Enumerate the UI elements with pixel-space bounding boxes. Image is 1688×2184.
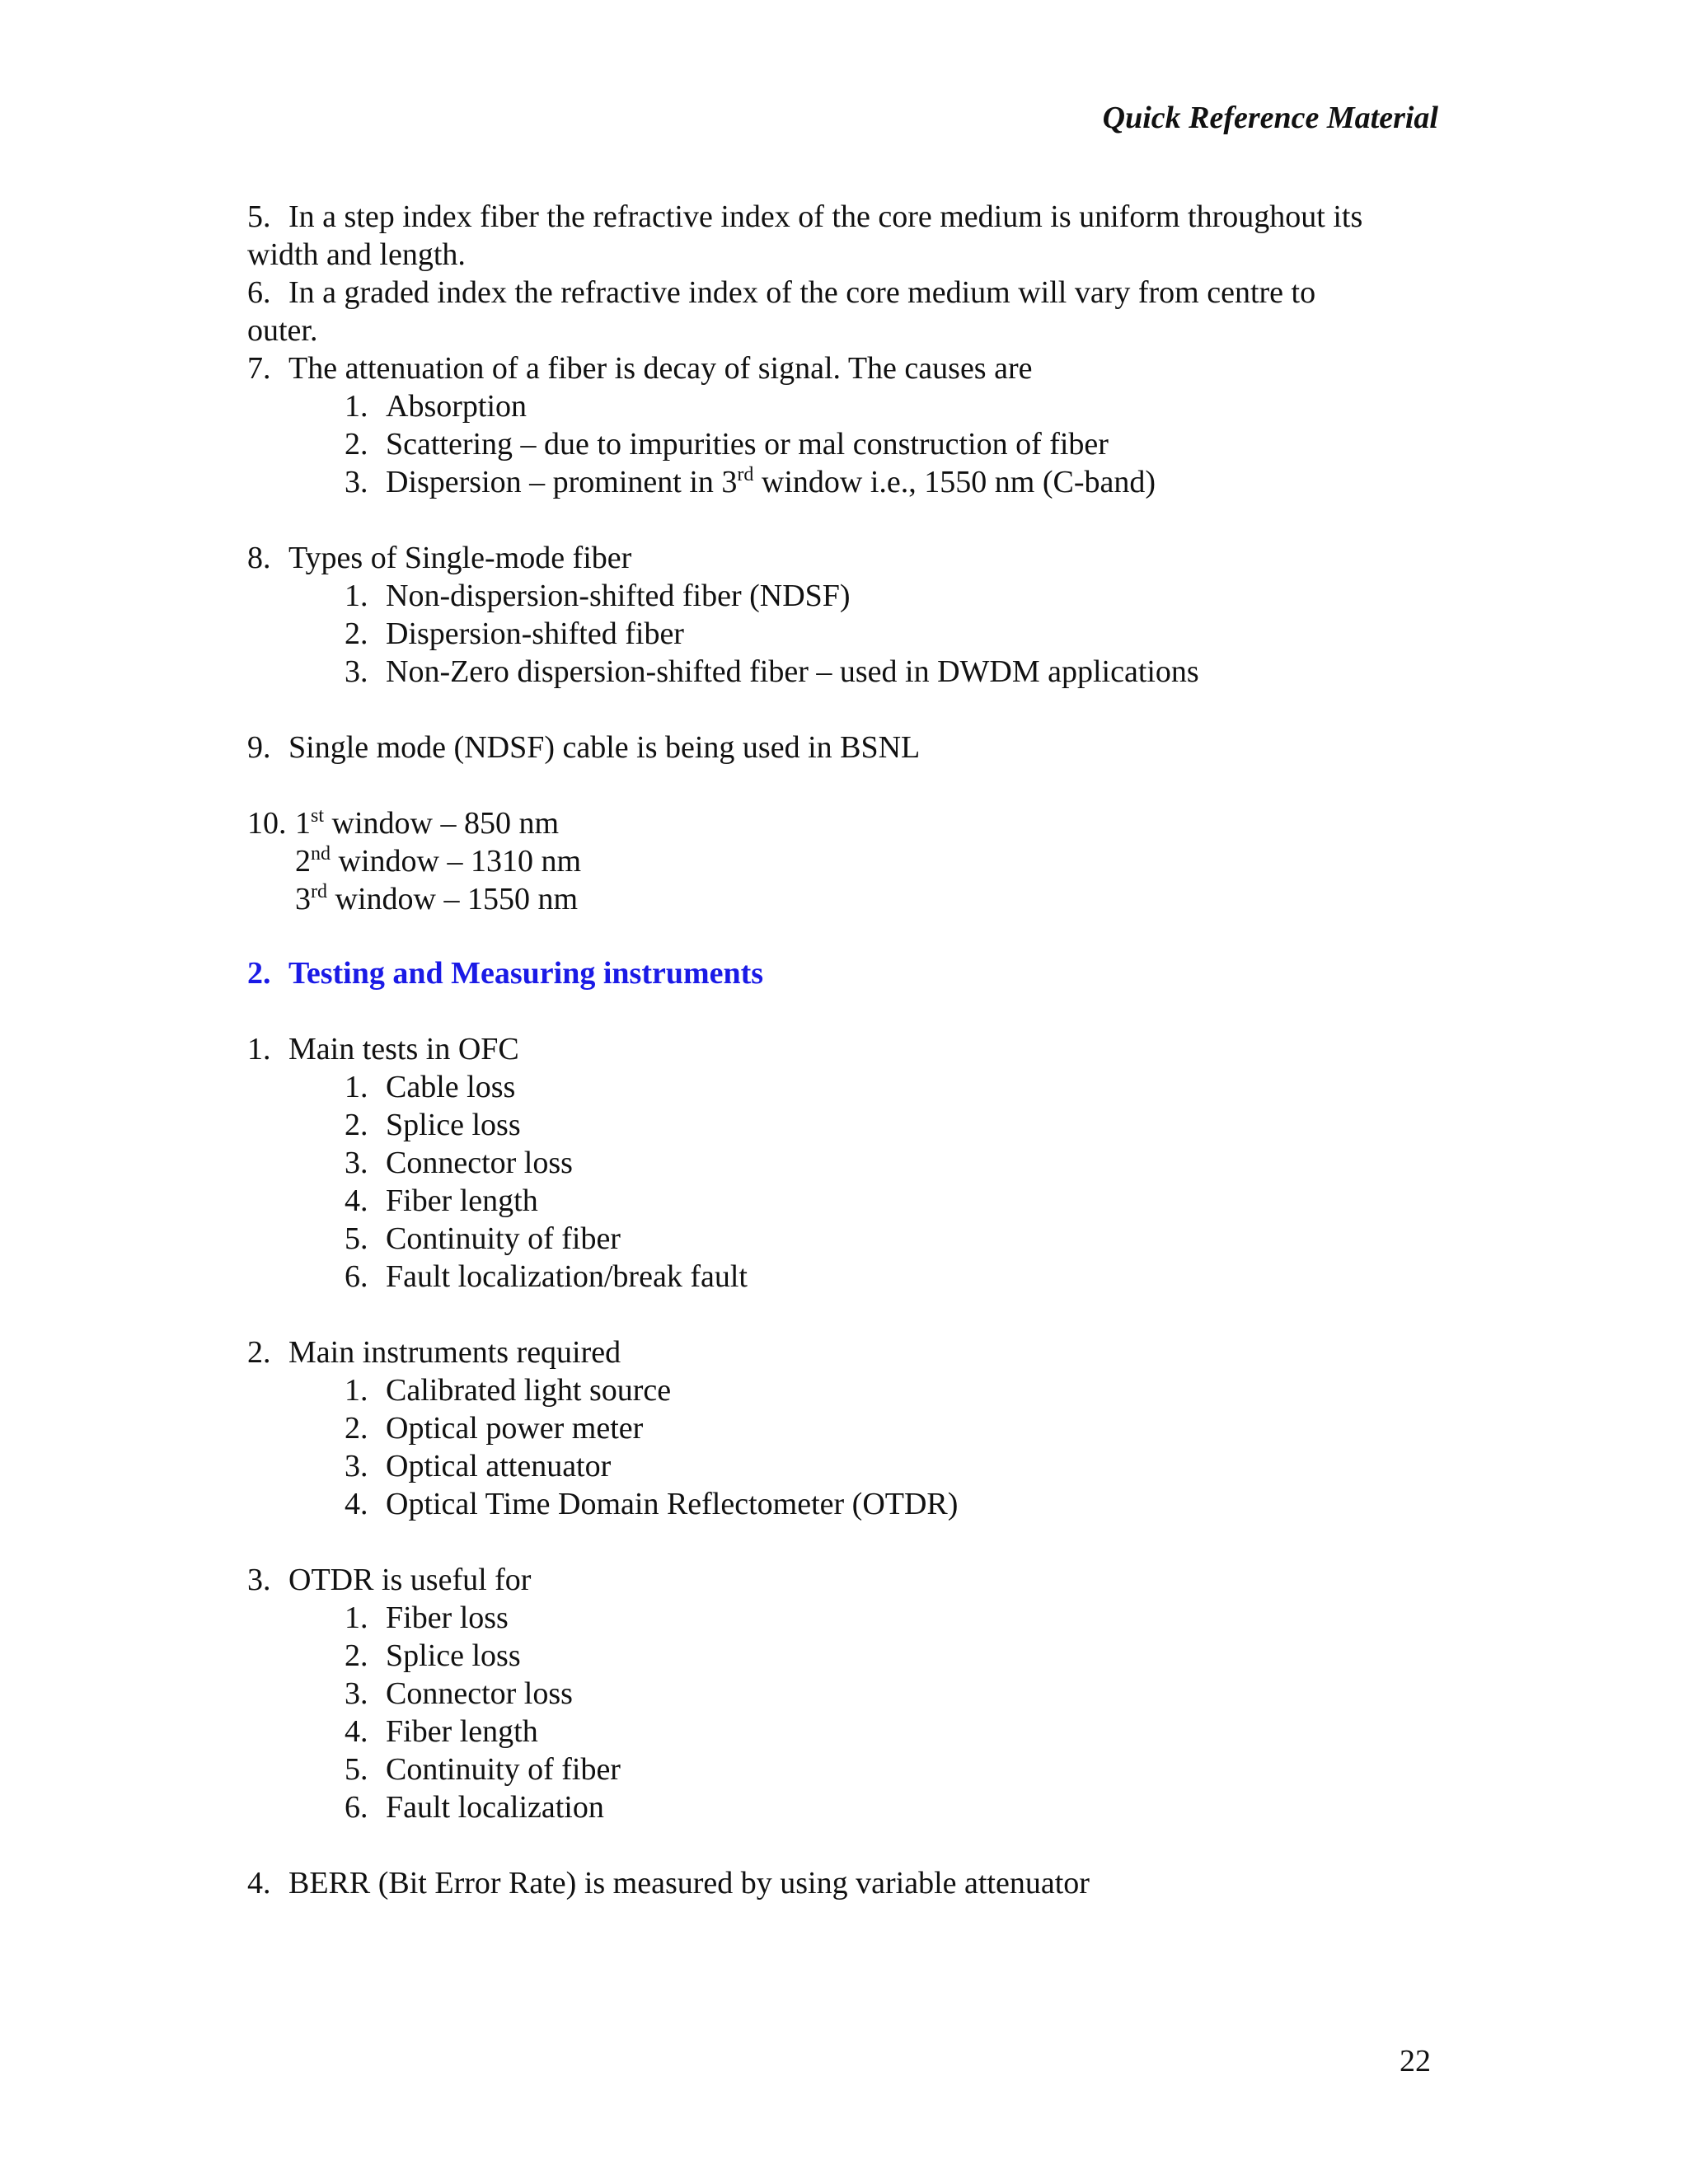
superscript: rd — [311, 881, 327, 902]
sub-list-item — [345, 1713, 538, 1750]
sub-list-item — [345, 1750, 621, 1788]
sub-item-number: 3. — [345, 465, 368, 499]
sub-list-item — [345, 1371, 671, 1409]
item-number: 6. — [247, 275, 271, 310]
list-item — [247, 198, 1362, 236]
sub-item-number: 2. — [345, 616, 368, 651]
sub-item-number: 5. — [345, 1752, 368, 1787]
sub-item-text: Fiber length — [386, 1183, 538, 1218]
sub-list-item — [345, 387, 527, 425]
sub-list-item — [345, 1409, 643, 1447]
window-text: window – 1310 nm — [331, 844, 581, 879]
item-continuation: outer. — [247, 313, 318, 348]
sub-list-item — [345, 1447, 611, 1485]
sub-item-number: 1. — [345, 1601, 368, 1635]
item-number: 2. — [247, 1335, 271, 1370]
list-item — [247, 539, 631, 577]
sub-item-number: 5. — [345, 1221, 368, 1256]
item-number: 5. — [247, 199, 271, 234]
sub-item-number: 2. — [345, 1638, 368, 1673]
window-text: 1 — [295, 806, 311, 841]
superscript: rd — [737, 464, 754, 485]
item-text: Main tests in OFC — [288, 1032, 519, 1066]
item-number: 8. — [247, 541, 271, 575]
sub-list-item — [345, 577, 851, 615]
sub-item-text: Splice loss — [386, 1638, 521, 1673]
sub-list-item — [345, 1144, 573, 1182]
sub-item-text: Scattering – due to impurities or mal construction of fiber — [386, 427, 1109, 462]
sub-item-text: Continuity of fiber — [386, 1221, 621, 1256]
item-number: 1. — [247, 1032, 271, 1066]
sub-list-item — [345, 1788, 604, 1826]
item-text: The attenuation of a fiber is decay of signal. The causes are — [288, 351, 1033, 386]
item-text: BERR (Bit Error Rate) is measured by using variable attenuator — [288, 1866, 1090, 1900]
sub-list-item — [345, 463, 1156, 501]
item-number: 7. — [247, 351, 271, 386]
sub-list-item — [345, 615, 684, 653]
running-header: Quick Reference Material — [1102, 101, 1438, 135]
sub-item-number: 6. — [345, 1259, 368, 1294]
sub-item-text: Splice loss — [386, 1108, 521, 1142]
section-title: Testing and Measuring instruments — [288, 956, 764, 991]
sub-item-number: 4. — [345, 1487, 368, 1521]
list-item — [247, 1030, 519, 1068]
window-text: 3 — [295, 882, 311, 916]
superscript: st — [311, 805, 325, 827]
list-item — [247, 804, 559, 842]
sub-item-number: 1. — [345, 1070, 368, 1104]
sub-item-number: 3. — [345, 1146, 368, 1180]
sub-item-number: 2. — [345, 1108, 368, 1142]
sub-item-text: Dispersion – prominent in 3 — [386, 465, 738, 499]
list-item — [247, 1333, 621, 1371]
list-item — [247, 1864, 1090, 1902]
sub-item-number: 3. — [345, 1676, 368, 1711]
list-item — [247, 274, 1315, 312]
page-number: 22 — [1400, 2044, 1431, 2079]
list-item — [247, 349, 1032, 387]
sub-item-text: Fiber length — [386, 1714, 538, 1749]
item-text: In a step index fiber the refractive index of the core medium is uniform throughout its — [288, 199, 1363, 234]
sub-item-text: Optical power meter — [386, 1411, 644, 1446]
sub-item-text: Fiber loss — [386, 1601, 509, 1635]
sub-item-number: 1. — [345, 1373, 368, 1408]
window-text: 2 — [295, 844, 311, 879]
item-number: 4. — [247, 1866, 271, 1900]
sub-item-text: Calibrated light source — [386, 1373, 672, 1408]
item-text: Main instruments required — [288, 1335, 621, 1370]
sub-item-number: 1. — [345, 389, 368, 424]
sub-list-item — [345, 1068, 515, 1106]
window-text: window – 1550 nm — [327, 882, 578, 916]
sub-item-number: 2. — [345, 427, 368, 462]
superscript: nd — [311, 843, 331, 865]
window-line — [295, 880, 578, 918]
sub-item-number: 3. — [345, 1449, 368, 1483]
sub-list-item — [345, 1637, 521, 1675]
sub-item-text: Fault localization — [386, 1790, 604, 1825]
sub-item-number: 1. — [345, 579, 368, 613]
sub-item-text: Cable loss — [386, 1070, 516, 1104]
sub-item-text: Non-dispersion-shifted fiber (NDSF) — [386, 579, 851, 613]
sub-list-item — [345, 1258, 748, 1296]
sub-item-text: Non-Zero dispersion-shifted fiber – used in DWDM applications — [386, 654, 1199, 689]
section-number: 2. — [247, 956, 271, 991]
item-text: OTDR is useful for — [288, 1563, 532, 1597]
sub-item-text: Optical Time Domain Reflectometer (OTDR) — [386, 1487, 959, 1521]
sub-list-item — [345, 1485, 958, 1523]
sub-list-item — [345, 1599, 509, 1637]
item-text: Types of Single-mode fiber — [288, 541, 632, 575]
sub-item-text: Connector loss — [386, 1676, 573, 1711]
sub-list-item — [345, 1182, 538, 1220]
sub-item-text: window i.e., 1550 nm (C-band) — [753, 465, 1156, 499]
window-line — [295, 842, 581, 880]
sub-item-text: Fault localization/break fault — [386, 1259, 748, 1294]
sub-item-text: Optical attenuator — [386, 1449, 612, 1483]
item-continuation: width and length. — [247, 237, 466, 272]
sub-list-item — [345, 1106, 521, 1144]
sub-item-number: 4. — [345, 1183, 368, 1218]
section-heading — [247, 954, 763, 992]
item-text: Single mode (NDSF) cable is being used in BSNL — [288, 730, 921, 765]
sub-list-item — [345, 1220, 621, 1258]
sub-item-text: Continuity of fiber — [386, 1752, 621, 1787]
window-text: window – 850 nm — [324, 806, 560, 841]
sub-list-item — [345, 1675, 573, 1713]
sub-item-number: 3. — [345, 654, 368, 689]
sub-item-text: Absorption — [386, 389, 527, 424]
item-number: 10. — [247, 806, 287, 841]
item-number: 3. — [247, 1563, 271, 1597]
item-number: 9. — [247, 730, 271, 765]
item-text: In a graded index the refractive index of the core medium will vary from centre to — [288, 275, 1316, 310]
sub-item-number: 6. — [345, 1790, 368, 1825]
sub-list-item — [345, 653, 1199, 691]
sub-item-text: Connector loss — [386, 1146, 573, 1180]
list-item — [247, 729, 920, 766]
sub-list-item — [345, 425, 1109, 463]
list-item — [247, 1561, 531, 1599]
sub-item-number: 4. — [345, 1714, 368, 1749]
sub-item-text: Dispersion-shifted fiber — [386, 616, 684, 651]
sub-item-number: 2. — [345, 1411, 368, 1446]
